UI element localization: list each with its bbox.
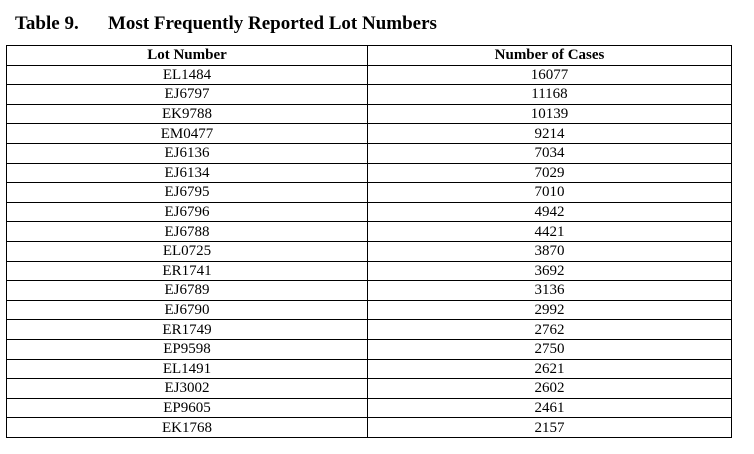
lot-number-cell: EJ6789 (7, 281, 368, 301)
case-count-cell: 2762 (368, 320, 732, 340)
table-number: Table 9. (15, 13, 79, 34)
case-count-cell: 7034 (368, 143, 732, 163)
table-row (7, 222, 732, 242)
table-title: Most Frequently Reported Lot Numbers (108, 13, 437, 34)
lot-number-cell: EP9605 (7, 398, 368, 418)
lot-number-cell: EJ6136 (7, 143, 368, 163)
header-number-of-cases: Number of Cases (368, 46, 732, 66)
case-count-cell: 2157 (368, 418, 732, 438)
case-count-cell: 2602 (368, 379, 732, 399)
case-count-cell: 11168 (368, 85, 732, 105)
case-count-cell: 7029 (368, 163, 732, 183)
table-caption (15, 11, 437, 37)
table-row (7, 241, 732, 261)
table-row (7, 124, 732, 144)
table-row (7, 281, 732, 301)
table-row (7, 202, 732, 222)
table-row (7, 339, 732, 359)
lot-number-cell: EJ3002 (7, 379, 368, 399)
lot-number-cell: EK1768 (7, 418, 368, 438)
lot-number-cell: EJ6790 (7, 300, 368, 320)
lot-number-cell: EJ6797 (7, 85, 368, 105)
case-count-cell: 7010 (368, 183, 732, 203)
lot-number-cell: EL0725 (7, 241, 368, 261)
case-count-cell: 2461 (368, 398, 732, 418)
lot-numbers-table (6, 45, 732, 438)
lot-number-cell: ER1741 (7, 261, 368, 281)
lot-number-cell: ER1749 (7, 320, 368, 340)
lot-number-cell: EJ6796 (7, 202, 368, 222)
lot-number-cell: EL1491 (7, 359, 368, 379)
table-row (7, 418, 732, 438)
table-row (7, 359, 732, 379)
case-count-cell: 9214 (368, 124, 732, 144)
table-row (7, 379, 732, 399)
table-row (7, 261, 732, 281)
table-row (7, 104, 732, 124)
case-count-cell: 3136 (368, 281, 732, 301)
case-count-cell: 2992 (368, 300, 732, 320)
table-row (7, 65, 732, 85)
lot-number-cell: EK9788 (7, 104, 368, 124)
case-count-cell: 16077 (368, 65, 732, 85)
case-count-cell: 4421 (368, 222, 732, 242)
table-row (7, 398, 732, 418)
header-lot-number: Lot Number (7, 46, 368, 66)
case-count-cell: 10139 (368, 104, 732, 124)
table-row (7, 320, 732, 340)
table-row (7, 85, 732, 105)
lot-number-cell: EJ6795 (7, 183, 368, 203)
case-count-cell: 3692 (368, 261, 732, 281)
lot-number-cell: EP9598 (7, 339, 368, 359)
table-row (7, 300, 732, 320)
table-row (7, 163, 732, 183)
table-header-row (7, 46, 732, 66)
case-count-cell: 3870 (368, 241, 732, 261)
lot-number-cell: EL1484 (7, 65, 368, 85)
lot-number-cell: EJ6788 (7, 222, 368, 242)
table-row (7, 183, 732, 203)
lot-number-cell: EM0477 (7, 124, 368, 144)
case-count-cell: 4942 (368, 202, 732, 222)
case-count-cell: 2750 (368, 339, 732, 359)
table-row (7, 143, 732, 163)
lot-number-cell: EJ6134 (7, 163, 368, 183)
case-count-cell: 2621 (368, 359, 732, 379)
